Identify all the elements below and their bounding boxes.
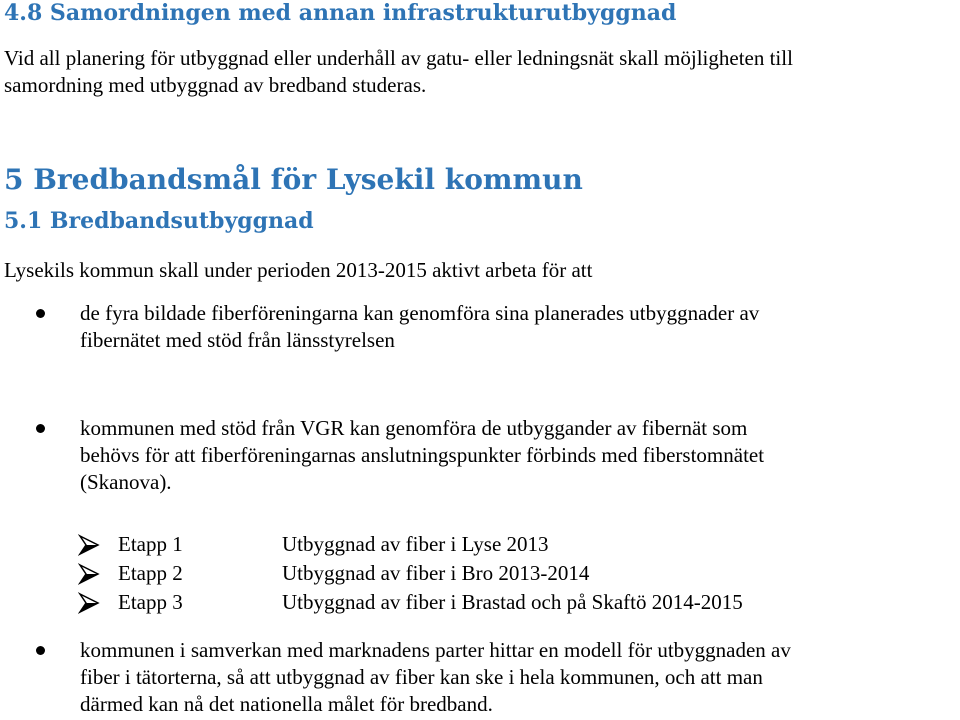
bullet-line: kommunen med stöd från VGR kan genomföra de utbyggander av fibernät som — [80, 416, 748, 440]
bullet-line: kommunen i samverkan med marknadens parter hittar en modell för utbyggnaden av — [80, 638, 791, 662]
bullet-dot-icon — [36, 424, 45, 433]
heading-5-1: 5.1 Bredbandsutbyggnad — [4, 208, 314, 234]
bullet-line: därmed kan nå det nationella målet för bredband. — [80, 692, 493, 716]
etapp-label: Etapp 3 — [118, 590, 183, 614]
bullet-line: de fyra bildade fiberföreningarna kan genomföra sina planerades utbyggnader av — [80, 301, 760, 325]
paragraph-line: samordning med utbyggnad av bredband studeras. — [4, 73, 427, 97]
etapp-label: Etapp 2 — [118, 561, 183, 585]
arrow-bullet-icon — [78, 534, 100, 556]
bullet-line: fibernätet med stöd från länsstyrelsen — [80, 328, 395, 352]
arrow-bullet-icon — [78, 563, 100, 585]
bullet-line: behövs för att fiberföreningarnas anslutningspunkter förbinds med fiberstomnätet — [80, 443, 765, 467]
paragraph-line: Vid all planering för utbyggnad eller underhåll av gatu- eller ledningsnät skall möjligheten till — [4, 46, 793, 70]
etapp-description: Utbyggnad av fiber i Lyse 2013 — [282, 532, 549, 556]
heading-5: 5 Bredbandsmål för Lysekil kommun — [4, 163, 583, 196]
bullet-dot-icon — [36, 309, 45, 318]
heading-4-8: 4.8 Samordningen med annan infrastrukturutbyggnad — [4, 0, 677, 26]
etapp-description: Utbyggnad av fiber i Bro 2013-2014 — [282, 561, 590, 585]
intro-text: Lysekils kommun skall under perioden 2013-2015 aktivt arbeta för att — [4, 258, 593, 282]
arrow-bullet-icon — [78, 592, 100, 614]
etapp-description: Utbyggnad av fiber i Brastad och på Skaftö 2014-2015 — [282, 590, 743, 614]
bullet-line: (Skanova). — [80, 470, 172, 494]
bullet-line: fiber i tätorterna, så att utbyggnad av fiber kan ske i hela kommunen, och att man — [80, 665, 763, 689]
etapp-label: Etapp 1 — [118, 532, 183, 556]
bullet-dot-icon — [36, 646, 45, 655]
